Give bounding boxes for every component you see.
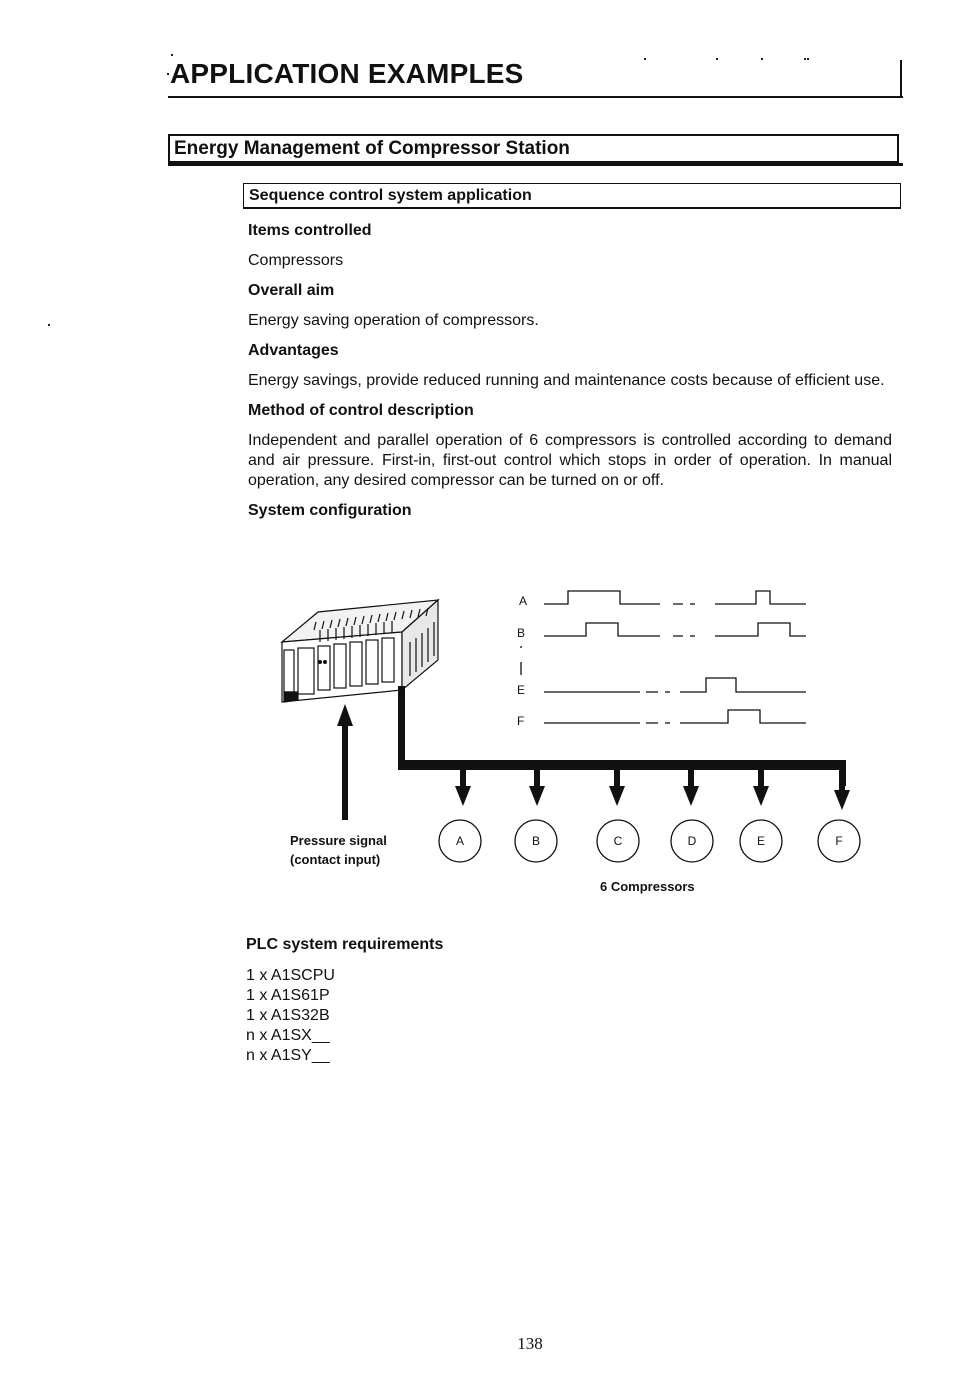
timing-waveform-f: [544, 710, 806, 723]
compressor-row: [439, 820, 860, 862]
speck: [807, 58, 809, 60]
speck: [644, 58, 646, 60]
body-content: [248, 221, 892, 521]
plc-requirements-list: [246, 966, 335, 1066]
page-title: APPLICATION EXAMPLES: [170, 58, 524, 89]
drop-arrow: [753, 770, 769, 806]
plc-rack-illustration: [282, 600, 438, 702]
system-diagram: [270, 580, 870, 910]
method-heading: Method of control description: [248, 402, 474, 419]
advantages-heading: Advantages: [248, 342, 339, 359]
compressor-label-b: B: [531, 834, 541, 848]
timing-waveform-e: [544, 678, 806, 692]
speck: [167, 73, 169, 75]
drop-arrow: [834, 786, 850, 810]
timing-label-e: E: [517, 683, 526, 697]
timing-waveform-b: [544, 623, 806, 636]
timing-label-b: B: [517, 626, 526, 640]
speck: [804, 58, 806, 60]
title-rule: [168, 96, 903, 98]
system-configuration-heading: System configuration: [248, 502, 412, 519]
subsection-rule: [243, 207, 901, 209]
section-rule: [168, 163, 903, 166]
drop-arrow: [609, 770, 625, 806]
drop-arrow: [455, 770, 471, 806]
method-text: Independent and parallel operation of 6 compressors is controlled according to demand and air pressure. First-in, first-out control which stops in order of operation. In manual operation, any desired compressor can be turned on or off.: [248, 432, 892, 489]
plc-requirements-heading: PLC system requirements: [246, 936, 444, 953]
pressure-signal-label: Pressure signal: [290, 833, 387, 848]
list-item: 1 x A1SCPU: [246, 967, 335, 984]
subsection-title: Sequence control system application: [249, 187, 532, 204]
speck: [761, 58, 763, 60]
list-item: 1 x A1S32B: [246, 1007, 330, 1024]
timing-waveform-a: [544, 591, 806, 604]
page-number: 138: [517, 1334, 543, 1353]
list-item: 1 x A1S61P: [246, 987, 330, 1004]
compressor-label-a: A: [455, 834, 465, 848]
drop-arrow: [683, 770, 699, 806]
overall-aim-heading: Overall aim: [248, 282, 335, 299]
pressure-signal-arrow: [337, 704, 353, 820]
compressor-label-d: D: [687, 834, 697, 848]
section-title: Energy Management of Compressor Station: [174, 138, 570, 159]
speck: [171, 54, 173, 56]
list-item: n x A1SX__: [246, 1027, 330, 1044]
compressor-drop-arrows: [455, 770, 850, 810]
items-controlled-heading: Items controlled: [248, 222, 372, 239]
speck: [716, 58, 718, 60]
list-item: n x A1SY__: [246, 1047, 330, 1064]
contact-input-label: (contact input): [290, 852, 381, 867]
advantages-text: Energy savings, provide reduced running and maintenance costs because of efficient use.: [248, 372, 885, 389]
timing-chart: [521, 591, 806, 723]
compressors-caption: 6 Compressors: [600, 879, 695, 894]
overall-aim-text: Energy saving operation of compressors.: [248, 312, 539, 329]
items-controlled-text: Compressors: [248, 252, 344, 269]
drop-arrow: [529, 770, 545, 806]
compressor-label-f: F: [835, 834, 843, 848]
compressor-label-c: C: [613, 834, 623, 848]
speck: [48, 324, 50, 326]
title-bar: [900, 60, 902, 98]
timing-label-a: A: [519, 594, 528, 608]
compressor-label-e: E: [756, 834, 766, 848]
timing-label-f: F: [517, 714, 525, 728]
